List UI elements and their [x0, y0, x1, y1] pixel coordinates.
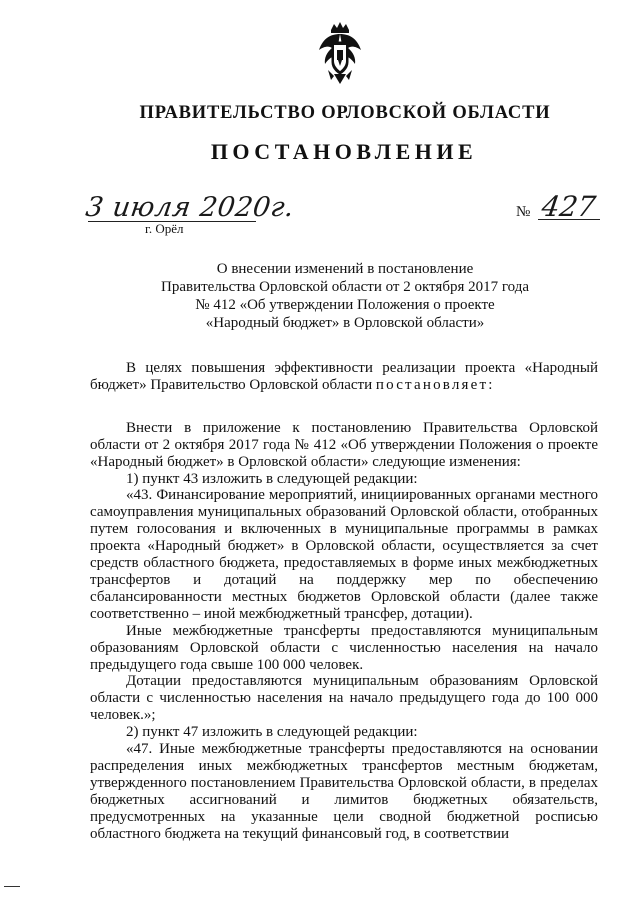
preamble-text: В целях повышения эффективности реализации проекта «Народный бюджет» Правительство Орловской области	[90, 360, 598, 393]
subject-line: № 412 «Об утверждении Положения о проекте	[195, 297, 495, 313]
preamble-paragraph	[90, 360, 598, 394]
transfers-paragraph: Иные межбюджетные трансферты предоставляются муниципальным образованиям Орловской области с численностью населения на начало предыдущего года свыше 100 000 человек.	[90, 622, 598, 673]
clause-47: «47. Иные межбюджетные трансферты предоставляются на основании распределения иных межбюджетных трансфертов местным бюджетам, утвержденного постановлением Правительства Орловской области, в пределах бюджетных ассигнований и лимитов бюджетных обязательств, предусмотренных на указанные цели сводной бюджетной росписью областного бюджета на текущий финансовый год, в соответствии	[90, 741, 598, 842]
subject-line: «Народный бюджет» в Орловской области»	[205, 315, 485, 331]
subject-line: О внесении изменений в постановление	[216, 261, 474, 277]
city: г. Орёл	[145, 221, 184, 236]
number-underline	[538, 219, 600, 220]
handwritten-number: 427	[539, 190, 598, 223]
document-subject	[140, 260, 550, 332]
grants-paragraph: Дотации предоставляются муниципальным образованиям Орловской области с численностью населения на начало предыдущего года до 100 000 человек.»;	[90, 673, 598, 724]
number-label: №	[516, 204, 531, 220]
government-title: ПРАВИТЕЛЬСТВО ОРЛОВСКОЙ ОБЛАСТИ	[139, 103, 551, 123]
document-body	[90, 360, 598, 842]
document-type: ПОСТАНОВЛЕНИЕ	[210, 139, 478, 164]
item-1: 1) пункт 43 изложить в следующей редакции:	[126, 470, 418, 487]
coat-of-arms-icon	[317, 20, 363, 86]
handwritten-date: 3 июля 2020г.	[83, 192, 297, 223]
resolves-word: постановляет:	[375, 376, 495, 393]
item-2: 2) пункт 47 изложить в следующей редакции:	[126, 724, 418, 741]
margin-mark	[4, 886, 20, 887]
intro-paragraph: Внести в приложение к постановлению Правительства Орловской области от 2 октября 2017 года № 412 «Об утверждении Положения о проекте «Народный бюджет» в Орловской области» следующие изменения:	[90, 419, 598, 470]
subject-line: Правительства Орловской области от 2 октября 2017 года	[161, 279, 529, 295]
clause-43: «43. Финансирование мероприятий, инициированных органами местного самоуправления муниципальных образований Орловской области, отобранных путем голосования и включенных в муниципальные программы в рамках проекта «Народный бюджет» в Орловской области, осуществляется за счет средств областного бюджета, предоставляемых в форме иных межбюджетных трансфертов и дотаций на поддержку мер по обеспечению сбалансированности местных бюджетов Орловской области (далее также соответственно – иной межбюджетный трансфер, дотации).	[90, 487, 598, 622]
